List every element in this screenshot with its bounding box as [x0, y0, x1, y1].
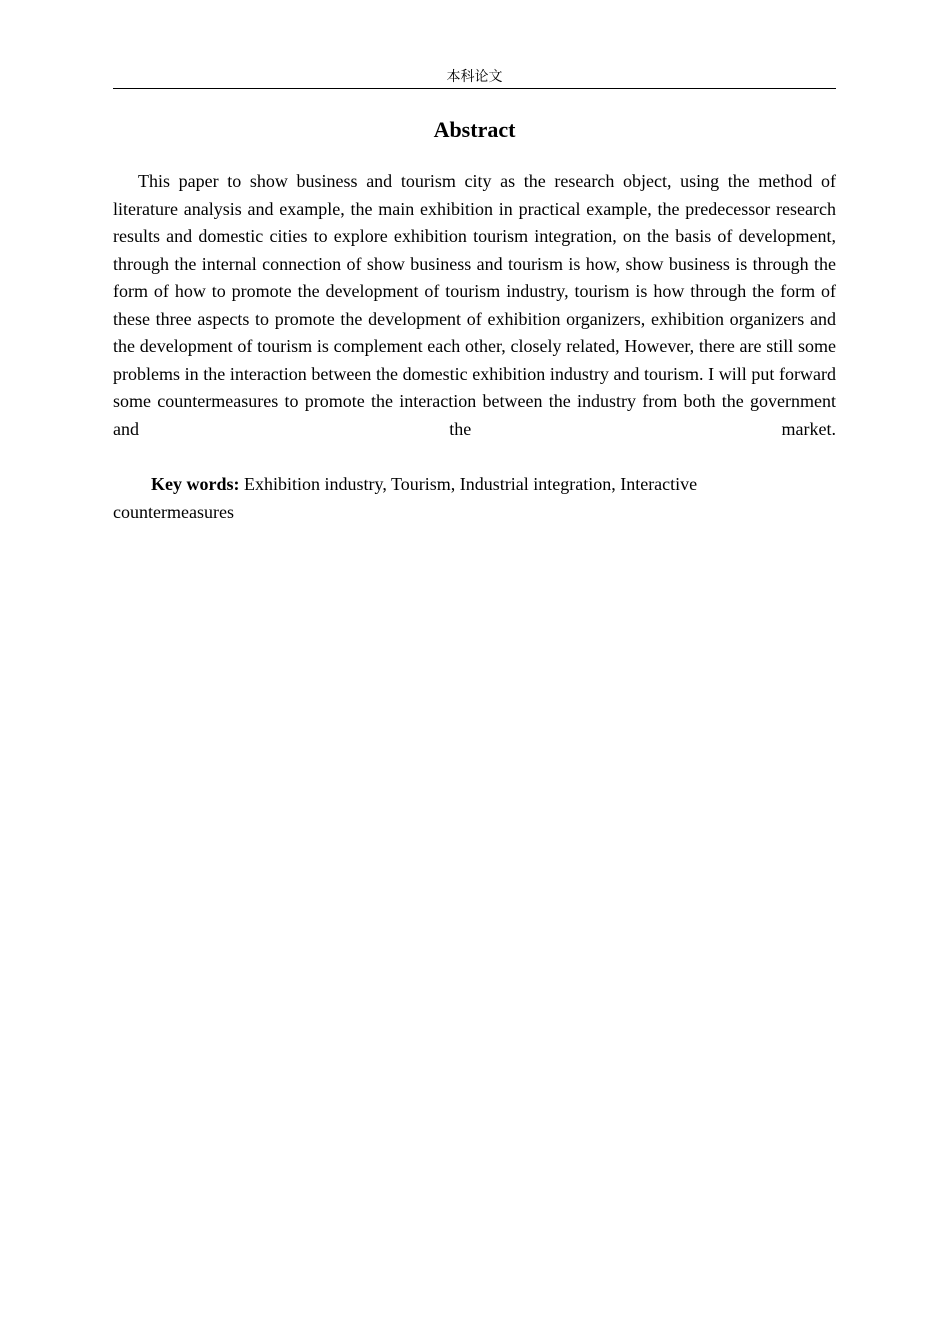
keywords-value: Exhibition industry, Tourism, Industrial integration, Interactive countermeasures	[113, 474, 698, 522]
keywords-label: Key words:	[151, 474, 240, 494]
keywords-paragraph	[113, 471, 753, 526]
abstract-body: This paper to show business and tourism city as the research object, using the method of literature analysis and example, the main exhibition in practical example, the predecessor research results and domestic cities to explore exhibition tourism integration, on the basis of development, through the internal connection of show business and tourism is how, show business is through the form of how to promote the development of tourism industry, tourism is how through the form of these three aspects to promote the development of exhibition organizers, exhibition organizers and the development of tourism is complement each other, closely related, However, there are still some problems in the interaction between the domestic exhibition industry and tourism. I will put forward some countermeasures to promote the interaction between the industry from both the government and the market.	[113, 171, 836, 439]
abstract-heading: Abstract	[433, 117, 516, 142]
header-divider	[113, 88, 836, 89]
running-header: 本科论文	[446, 69, 503, 85]
